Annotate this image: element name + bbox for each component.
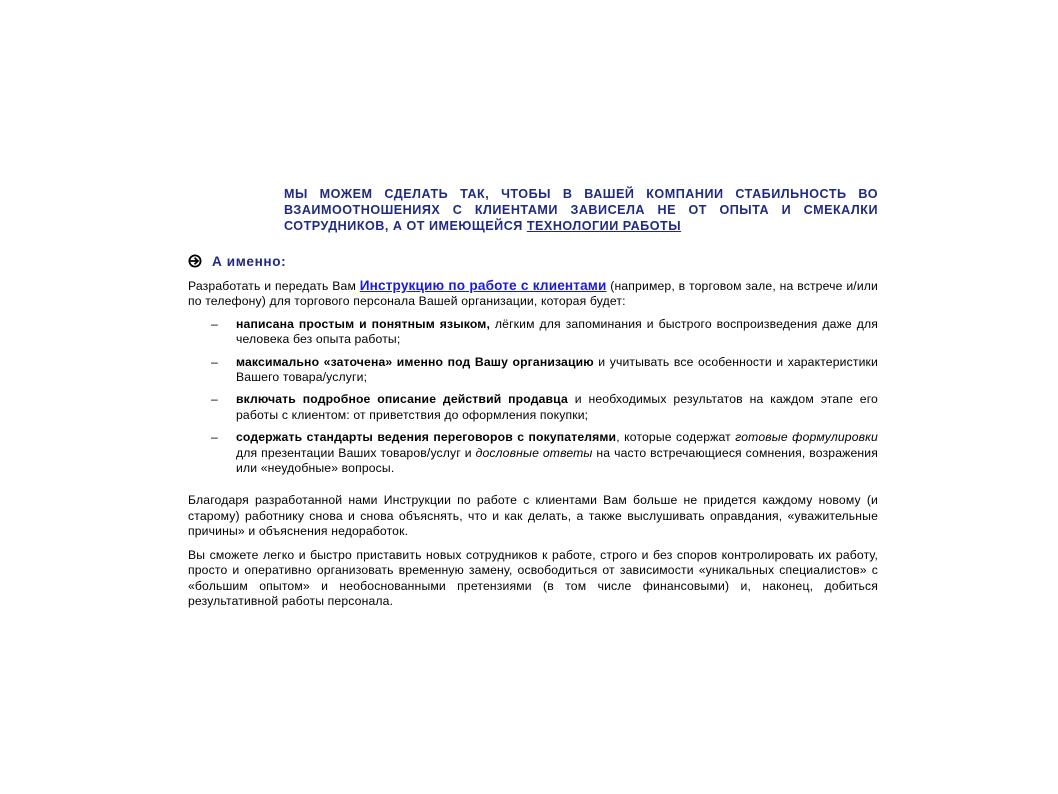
instruction-link[interactable]: Инструкцию по работе с клиентами <box>359 278 607 293</box>
list-item <box>188 430 878 476</box>
bullet-bold: максимально «заточена» именно под Вашу организацию <box>236 354 594 369</box>
headline <box>284 186 878 234</box>
bullet-bold: написана простым и понятным языком, <box>236 316 491 331</box>
list-item <box>188 355 878 386</box>
intro-before: Разработать и передать Вам <box>188 279 360 293</box>
bullet-text: , которые содержат <box>616 430 736 445</box>
headline-underlined: ТЕХНОЛОГИИ РАБОТЫ <box>526 219 682 233</box>
section-title <box>188 252 878 270</box>
paragraph-results: Вы сможете легко и быстро приставить новых сотрудников к работе, строго и без споров контролировать их работу, просто и оперативно организовать временную замену, освободиться от зависимости «уникальных специалистов» с «большим опытом» и необоснованными претензиями (в том числе финансовыми) и, наконец, добиться результативной работы персонала. <box>188 547 878 608</box>
bullet-bold: включать подробное описание действий продавца <box>236 392 568 407</box>
bullet-dash: – <box>211 316 218 331</box>
section-title-text: А именно: <box>212 253 287 269</box>
bullet-text: и учитывать все особенности и характеристики Вашего товара/услуги; <box>236 354 878 385</box>
list-item <box>188 392 878 423</box>
bullet-dash: – <box>211 392 218 407</box>
bullet-text: и необходимых результатов на каждом этапе его работы с клиентом: от приветствия до оформления покупки; <box>236 392 878 422</box>
bullet-dash: – <box>211 430 218 445</box>
bullet-text: на часто встречающиеся сомнения, возражения или «неудобные» вопросы. <box>236 445 878 476</box>
headline-text: МЫ МОЖЕМ СДЕЛАТЬ ТАК, ЧТОБЫ В ВАШЕЙ КОМПАНИИ СТАБИЛЬНОСТЬ ВО ВЗАИМООТНОШЕНИЯХ С КЛИЕНТАМИ ЗАВИСЕЛА НЕ ОТ ОПЫТА И СМЕКАЛКИ СОТРУДНИКОВ, А ОТ ИМЕЮЩЕЙСЯ <box>284 187 878 233</box>
paragraph-benefits: Благодаря разработанной нами Инструкции по работе с клиентами Вам больше не придется каждому новому (и старому) работнику снова и снова объяснять, что и как делать, а также выслушивать оправдания, «уважительные причины» и объяснения недоработок. <box>188 493 878 539</box>
list-item <box>188 317 878 348</box>
intro-after: (например, в торговом зале, на встрече и/или по телефону) для торгового персонала Вашей организации, которая будет: <box>188 279 879 309</box>
bullet-bold: содержать стандарты ведения переговоров с покупателями <box>236 430 617 445</box>
document-page <box>188 186 878 609</box>
bullet-list <box>188 317 878 477</box>
bullet-text: для презентации Ваших товаров/услуг и <box>236 445 476 460</box>
circle-arrow-right-icon <box>188 254 202 268</box>
bullet-italic: готовые формулировки <box>735 430 878 445</box>
bullet-text: лёгким для запоминания и быстрого воспроизведения даже для человека без опыта работы; <box>236 316 878 347</box>
intro-paragraph <box>188 278 878 310</box>
bullet-dash: – <box>211 354 218 369</box>
bullet-italic: дословные ответы <box>475 445 593 460</box>
